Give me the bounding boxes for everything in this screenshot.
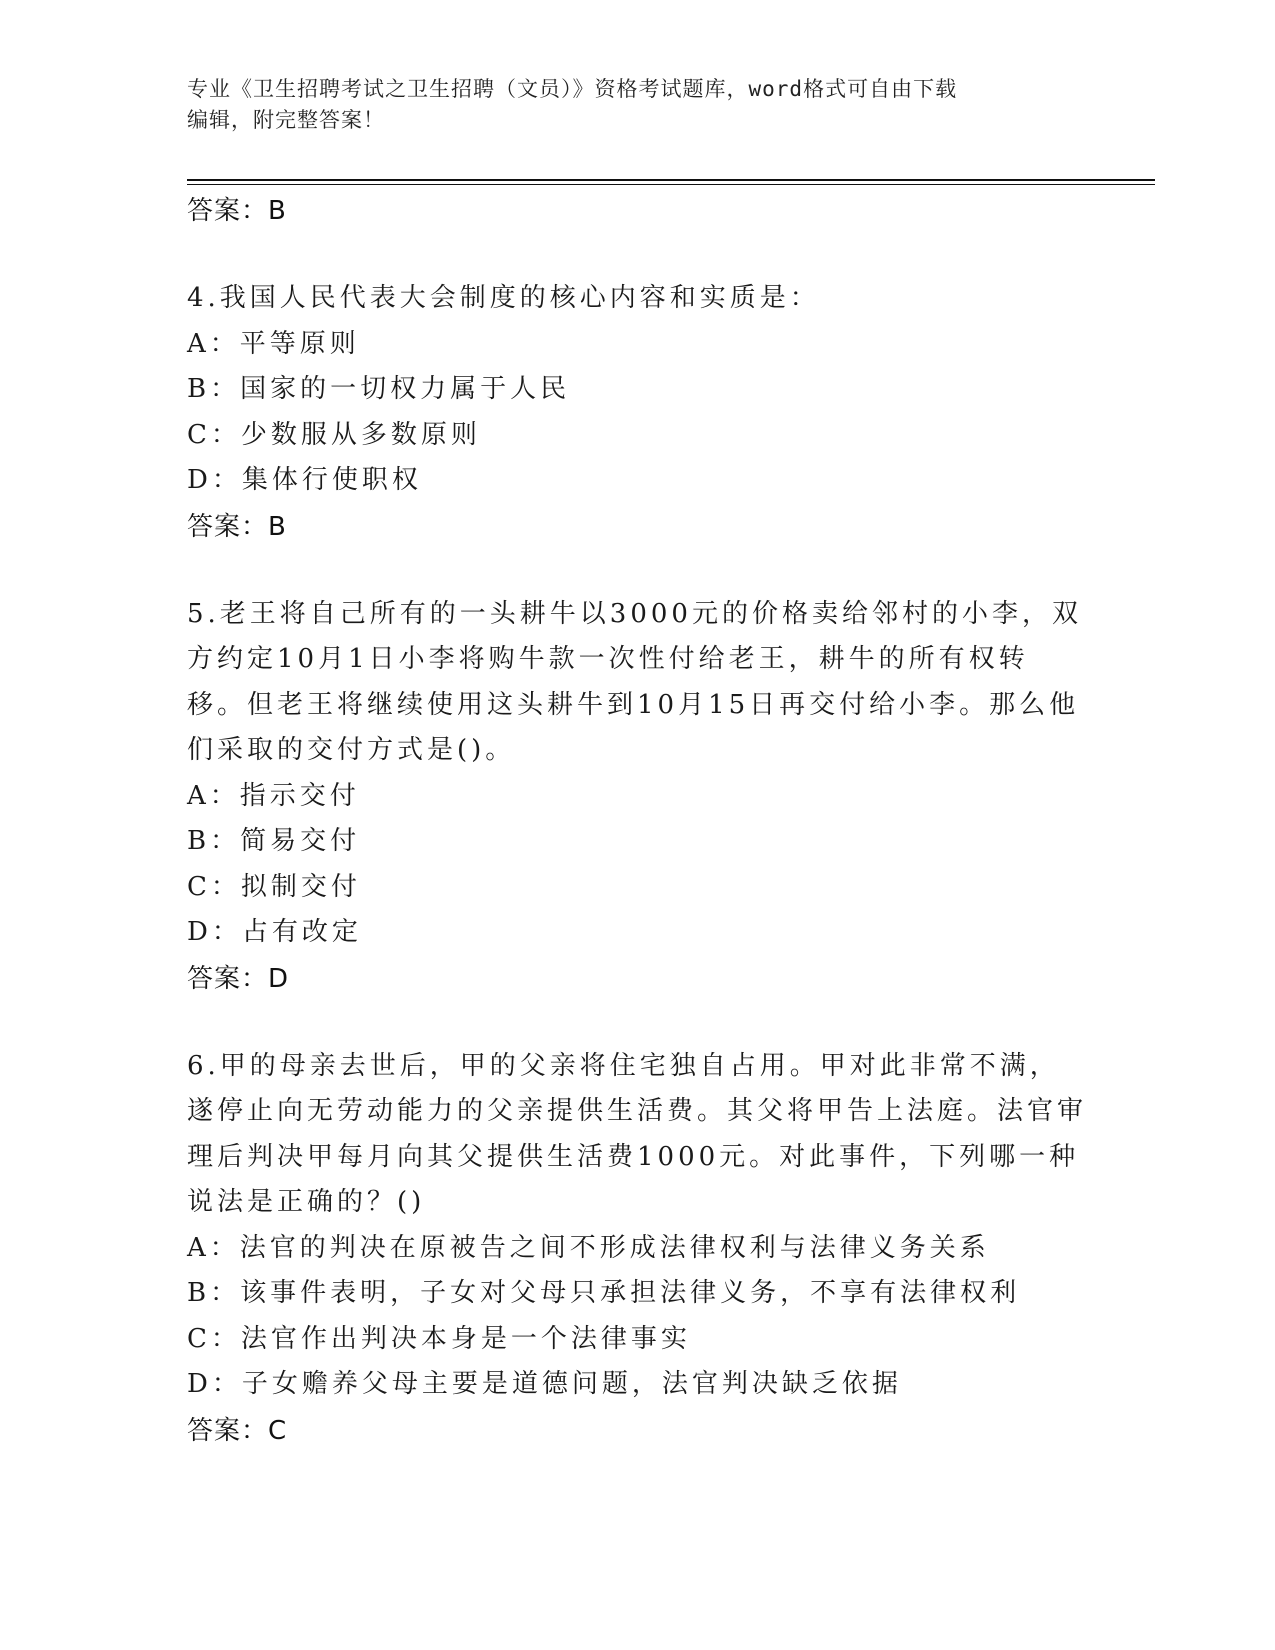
question-text: 5.老王将自己所有的一头耕牛以3000元的价格卖给邻村的小李，双方约定10月1日小李将购牛款一次性付给老王，耕牛的所有权转移。但老王将继续使用这头耕牛到10月15日再交付给小李。那么他们采取的交付方式是()。 bbox=[187, 598, 1082, 765]
header-divider-thick bbox=[187, 179, 1155, 181]
document-header bbox=[187, 74, 1067, 136]
header-line-1: 专业《卫生招聘考试之卫生招聘（文员）》资格考试题库，word格式可自由下载 bbox=[187, 77, 958, 101]
question-4 bbox=[187, 276, 1087, 550]
previous-answer: 答案：B bbox=[187, 196, 287, 226]
option-a: A：平等原则 bbox=[187, 328, 360, 359]
header-divider-thin bbox=[187, 184, 1155, 185]
option-c: C：法官作出判决本身是一个法律事实 bbox=[187, 1323, 691, 1354]
option-c: C：少数服从多数原则 bbox=[187, 419, 481, 450]
option-a: A：指示交付 bbox=[187, 780, 360, 811]
option-c: C：拟制交付 bbox=[187, 871, 361, 902]
question-5 bbox=[187, 592, 1087, 1002]
question-6 bbox=[187, 1044, 1087, 1454]
option-d: D：集体行使职权 bbox=[187, 465, 422, 495]
option-d: D：占有改定 bbox=[187, 917, 362, 947]
option-d: D：子女赡养父母主要是道德问题，法官判决缺乏依据 bbox=[187, 1369, 902, 1399]
header-line-2: 编辑，附完整答案！ bbox=[187, 108, 385, 132]
question-text: 6.甲的母亲去世后，甲的父亲将住宅独自占用。甲对此非常不满，遂停止向无劳动能力的父亲提供生活费。其父将甲告上法庭。法官审理后判决甲每月向其父提供生活费1000元。对此事件，下列哪一种说法是正确的？() bbox=[187, 1050, 1088, 1217]
option-b: B：国家的一切权力属于人民 bbox=[187, 374, 571, 404]
answer-line: 答案：B bbox=[187, 511, 287, 542]
option-a: A：法官的判决在原被告之间不形成法律权利与法律义务关系 bbox=[187, 1232, 990, 1263]
question-list bbox=[187, 188, 1087, 1454]
question-text: 4.我国人民代表大会制度的核心内容和实质是： bbox=[187, 283, 820, 313]
answer-line: 答案：D bbox=[187, 963, 290, 994]
option-b: B：该事件表明，子女对父母只承担法律义务，不享有法律权利 bbox=[187, 1278, 1021, 1308]
answer-line: 答案：C bbox=[187, 1415, 288, 1446]
option-b: B：简易交付 bbox=[187, 826, 361, 856]
